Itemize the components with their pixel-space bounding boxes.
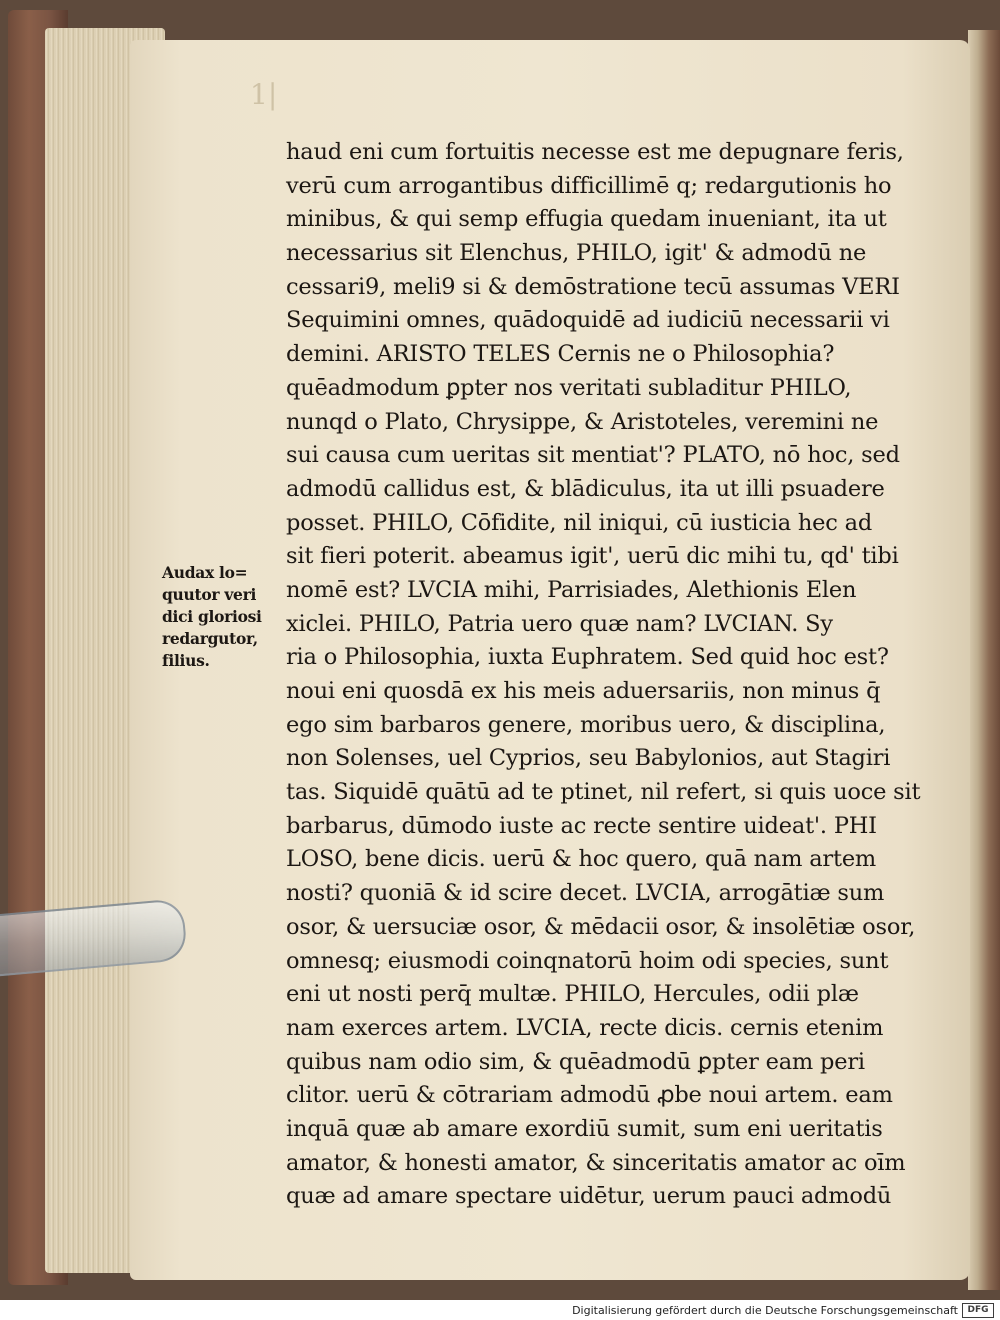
text-line: xiclei. PHILO, Patria uero quæ nam? LVCIAN. Sy xyxy=(286,610,833,637)
text-line: cessari9, meli9 si & demōstratione tecū assumas VERI xyxy=(286,273,900,300)
text-line: osor, & uersuciæ osor, & mēdacii osor, & insolētiæ osor, xyxy=(286,913,916,940)
main-text xyxy=(286,136,921,1214)
margin-note-line: quutor veri xyxy=(162,585,257,604)
text-line: haud eni cum fortuitis necesse est me depugnare feris, xyxy=(286,139,904,165)
text-line: clitor. uerū & cōtrariam admodū ꝓbe noui artem. eam xyxy=(286,1082,893,1109)
margin-note-line: Audax lo= xyxy=(162,563,248,582)
text-line: quēadmodum ꝑpter nos veritati subladitur PHILO, xyxy=(286,374,852,401)
margin-note-line: redargutor, xyxy=(162,629,258,648)
text-line: posset. PHILO, Cōfidite, nil iniqui, cū iusticia hec ad xyxy=(286,509,873,536)
text-line: minibus, & qui semp effugia quedam inueniant, ita ut xyxy=(286,206,887,233)
text-line: tas. Siquidē quātū ad te ptinet, nil refert, si quis uoce sit xyxy=(286,779,921,806)
dfg-logo: DFG xyxy=(962,1303,994,1318)
text-line: nomē est? LVCIA mihi, Parrisiades, Alethionis Elen xyxy=(286,576,857,603)
text-line: sit fieri poterit. abeamus igit', uerū dic mihi tu, qd' tibi xyxy=(286,543,899,570)
text-line: Sequimini omnes, quādoquidē ad iudiciū necessarii vi xyxy=(286,307,890,334)
text-line: omnesq; eiusmodi coinqnatorū hoim odi species, sunt xyxy=(286,947,889,974)
text-line: LOSO, bene dicis. uerū & hoc quero, quā nam artem xyxy=(286,846,877,873)
text-line: quibus nam odio sim, & quēadmodū ꝑpter eam peri xyxy=(286,1048,865,1075)
footer-credit: Digitalisierung gefördert durch die Deutsche Forschungsgemeinschaft xyxy=(572,1304,958,1317)
text-line: verū cum arrogantibus difficillimē q; redargutionis ho xyxy=(286,172,892,199)
book-cover-right xyxy=(968,30,1000,1290)
text-line: nam exerces artem. LVCIA, recte dicis. cernis etenim xyxy=(286,1014,884,1041)
margin-note-line: filius. xyxy=(162,651,210,670)
text-line: amator, & honesti amator, & sinceritatis amator ac oīm xyxy=(286,1149,906,1176)
text-line: sui causa cum ueritas sit mentiat'? PLATO, nō hoc, sed xyxy=(286,442,900,469)
text-line: demini. ARISTO TELES Cernis ne o Philosophia? xyxy=(286,341,835,368)
sheet-reference-mark: 1| xyxy=(250,78,278,111)
text-line: barbarus, dūmodo iuste ac recte sentire uideat'. PHI xyxy=(286,812,877,839)
footer-bar xyxy=(0,1300,1000,1320)
text-line: eni ut nosti perq̄ multæ. PHILO, Hercules, odii plæ xyxy=(286,981,859,1008)
text-line: non Solenses, uel Cyprios, seu Babylonios, aut Stagiri xyxy=(286,745,891,772)
text-line: necessarius sit Elenchus, PHILO, igit' & admodū ne xyxy=(286,240,867,267)
text-line: inquā quæ ab amare exordiū sumit, sum eni ueritatis xyxy=(286,1115,883,1142)
text-line: admodū callidus est, & blādiculus, ita ut illi psuadere xyxy=(286,475,885,502)
text-line: nunqd o Plato, Chrysippe, & Aristoteles, veremini ne xyxy=(286,408,879,435)
text-line: quæ ad amare spectare uidētur, uerum pauci admodū xyxy=(286,1183,892,1210)
text-line: noui eni quosdā ex his meis aduersariis, non minus q̄ xyxy=(286,678,881,704)
text-line: ego sim barbaros genere, moribus uero, & disciplina, xyxy=(286,711,886,738)
text-line: ria o Philosophia, iuxta Euphratem. Sed quid hoc est? xyxy=(286,644,889,671)
margin-note-line: dici gloriosi xyxy=(162,607,262,626)
text-line: nosti? quoniā & id scire decet. LVCIA, arrogātiæ sum xyxy=(286,880,885,907)
margin-note xyxy=(162,562,287,672)
